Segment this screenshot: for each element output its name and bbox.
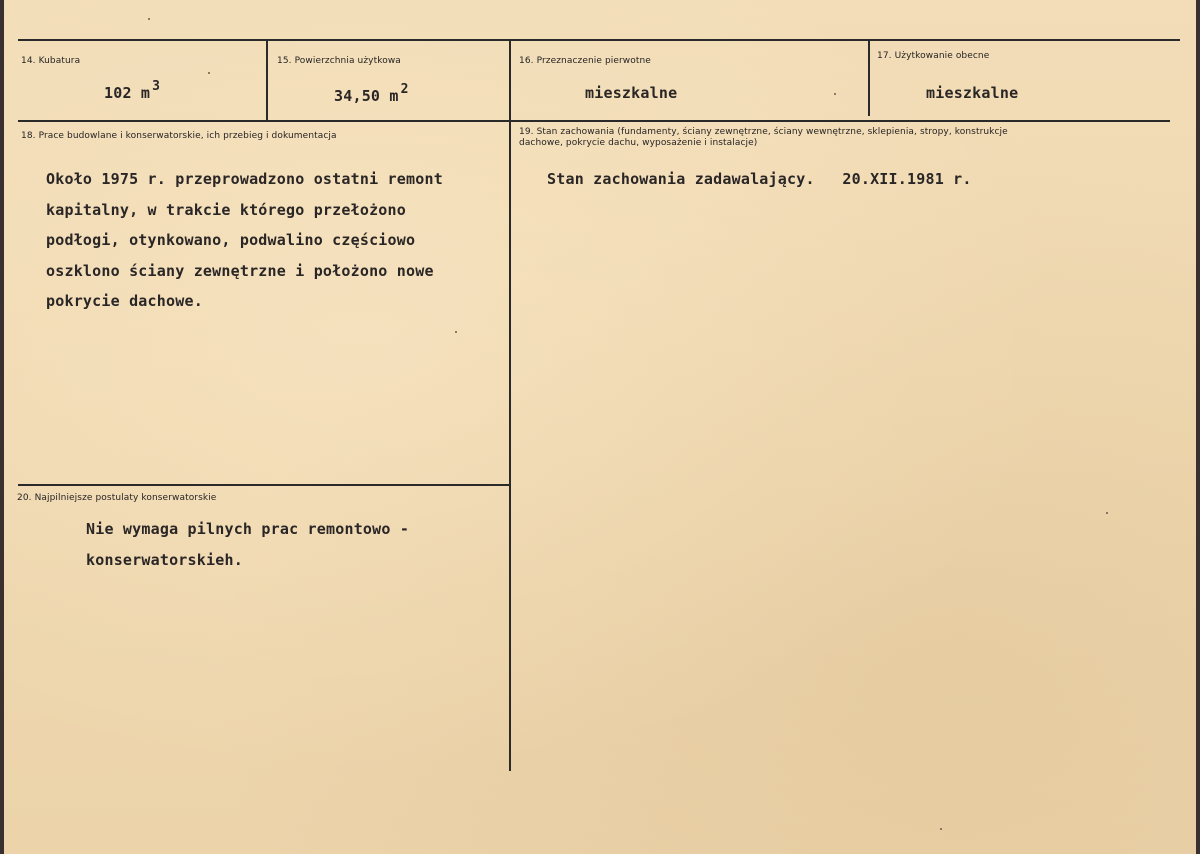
field-19-text: Stan zachowania zadawalający. 20.XII.1981 r. [547,170,972,188]
paper-speck [455,331,457,333]
paper-speck [834,93,836,95]
field-19-label: 19. Stan zachowania (fundamenty, ściany zewnętrzne, ściany wewnętrzne, sklepienia, stropy, konstrukcje dachowe, pokrycie dachu, wyposażenie i instalacje) [519,127,1008,148]
field-20-label: 20. Najpilniejsze postulaty konserwatorskie [17,493,217,503]
cubature-value: 102 m [104,84,151,102]
paper-speck [148,18,150,20]
paper-speck [940,828,942,830]
divider-16-17 [868,40,870,116]
field-16-label: 16. Przeznaczenie pierwotne [519,56,651,66]
scan-edge-left [0,0,4,854]
field-15-label: 15. Powierzchnia użytkowa [277,56,401,66]
field-14-label: 14. Kubatura [21,56,81,66]
field20-top-rule [18,484,510,486]
scan-edge-right [1196,0,1200,854]
field-16-value: mieszkalne [585,84,678,102]
divider-14-15 [266,40,268,122]
paper-speck [208,72,210,74]
field-17-label: 17. Użytkowanie obecne [877,51,990,61]
field-18-text: Około 1975 r. przeprowadzono ostatni remont kapitalny, w trakcie którego przełożono podłogi, otynkowano, podwalino częściowo oszklono ściany zewnętrzne i położono nowe pokrycie dachowe. [46,170,443,310]
usable-area-value: 34,50 m [334,87,399,105]
cubature-unit-exponent: 3 [152,79,161,94]
field-14-value [104,81,160,102]
field-15-value [334,84,409,105]
field-20-text: Nie wymaga pilnych prac remontowo - konserwatorskieh. [86,520,410,569]
paper-speck [1106,512,1108,514]
row1-bottom-rule [18,120,1170,122]
main-column-divider [509,40,511,771]
field-18-label: 18. Prace budowlane i konserwatorskie, ich przebieg i dokumentacja [21,131,337,141]
top-rule [18,39,1180,41]
field-17-value: mieszkalne [926,84,1019,102]
usable-area-unit-exponent: 2 [400,82,409,97]
